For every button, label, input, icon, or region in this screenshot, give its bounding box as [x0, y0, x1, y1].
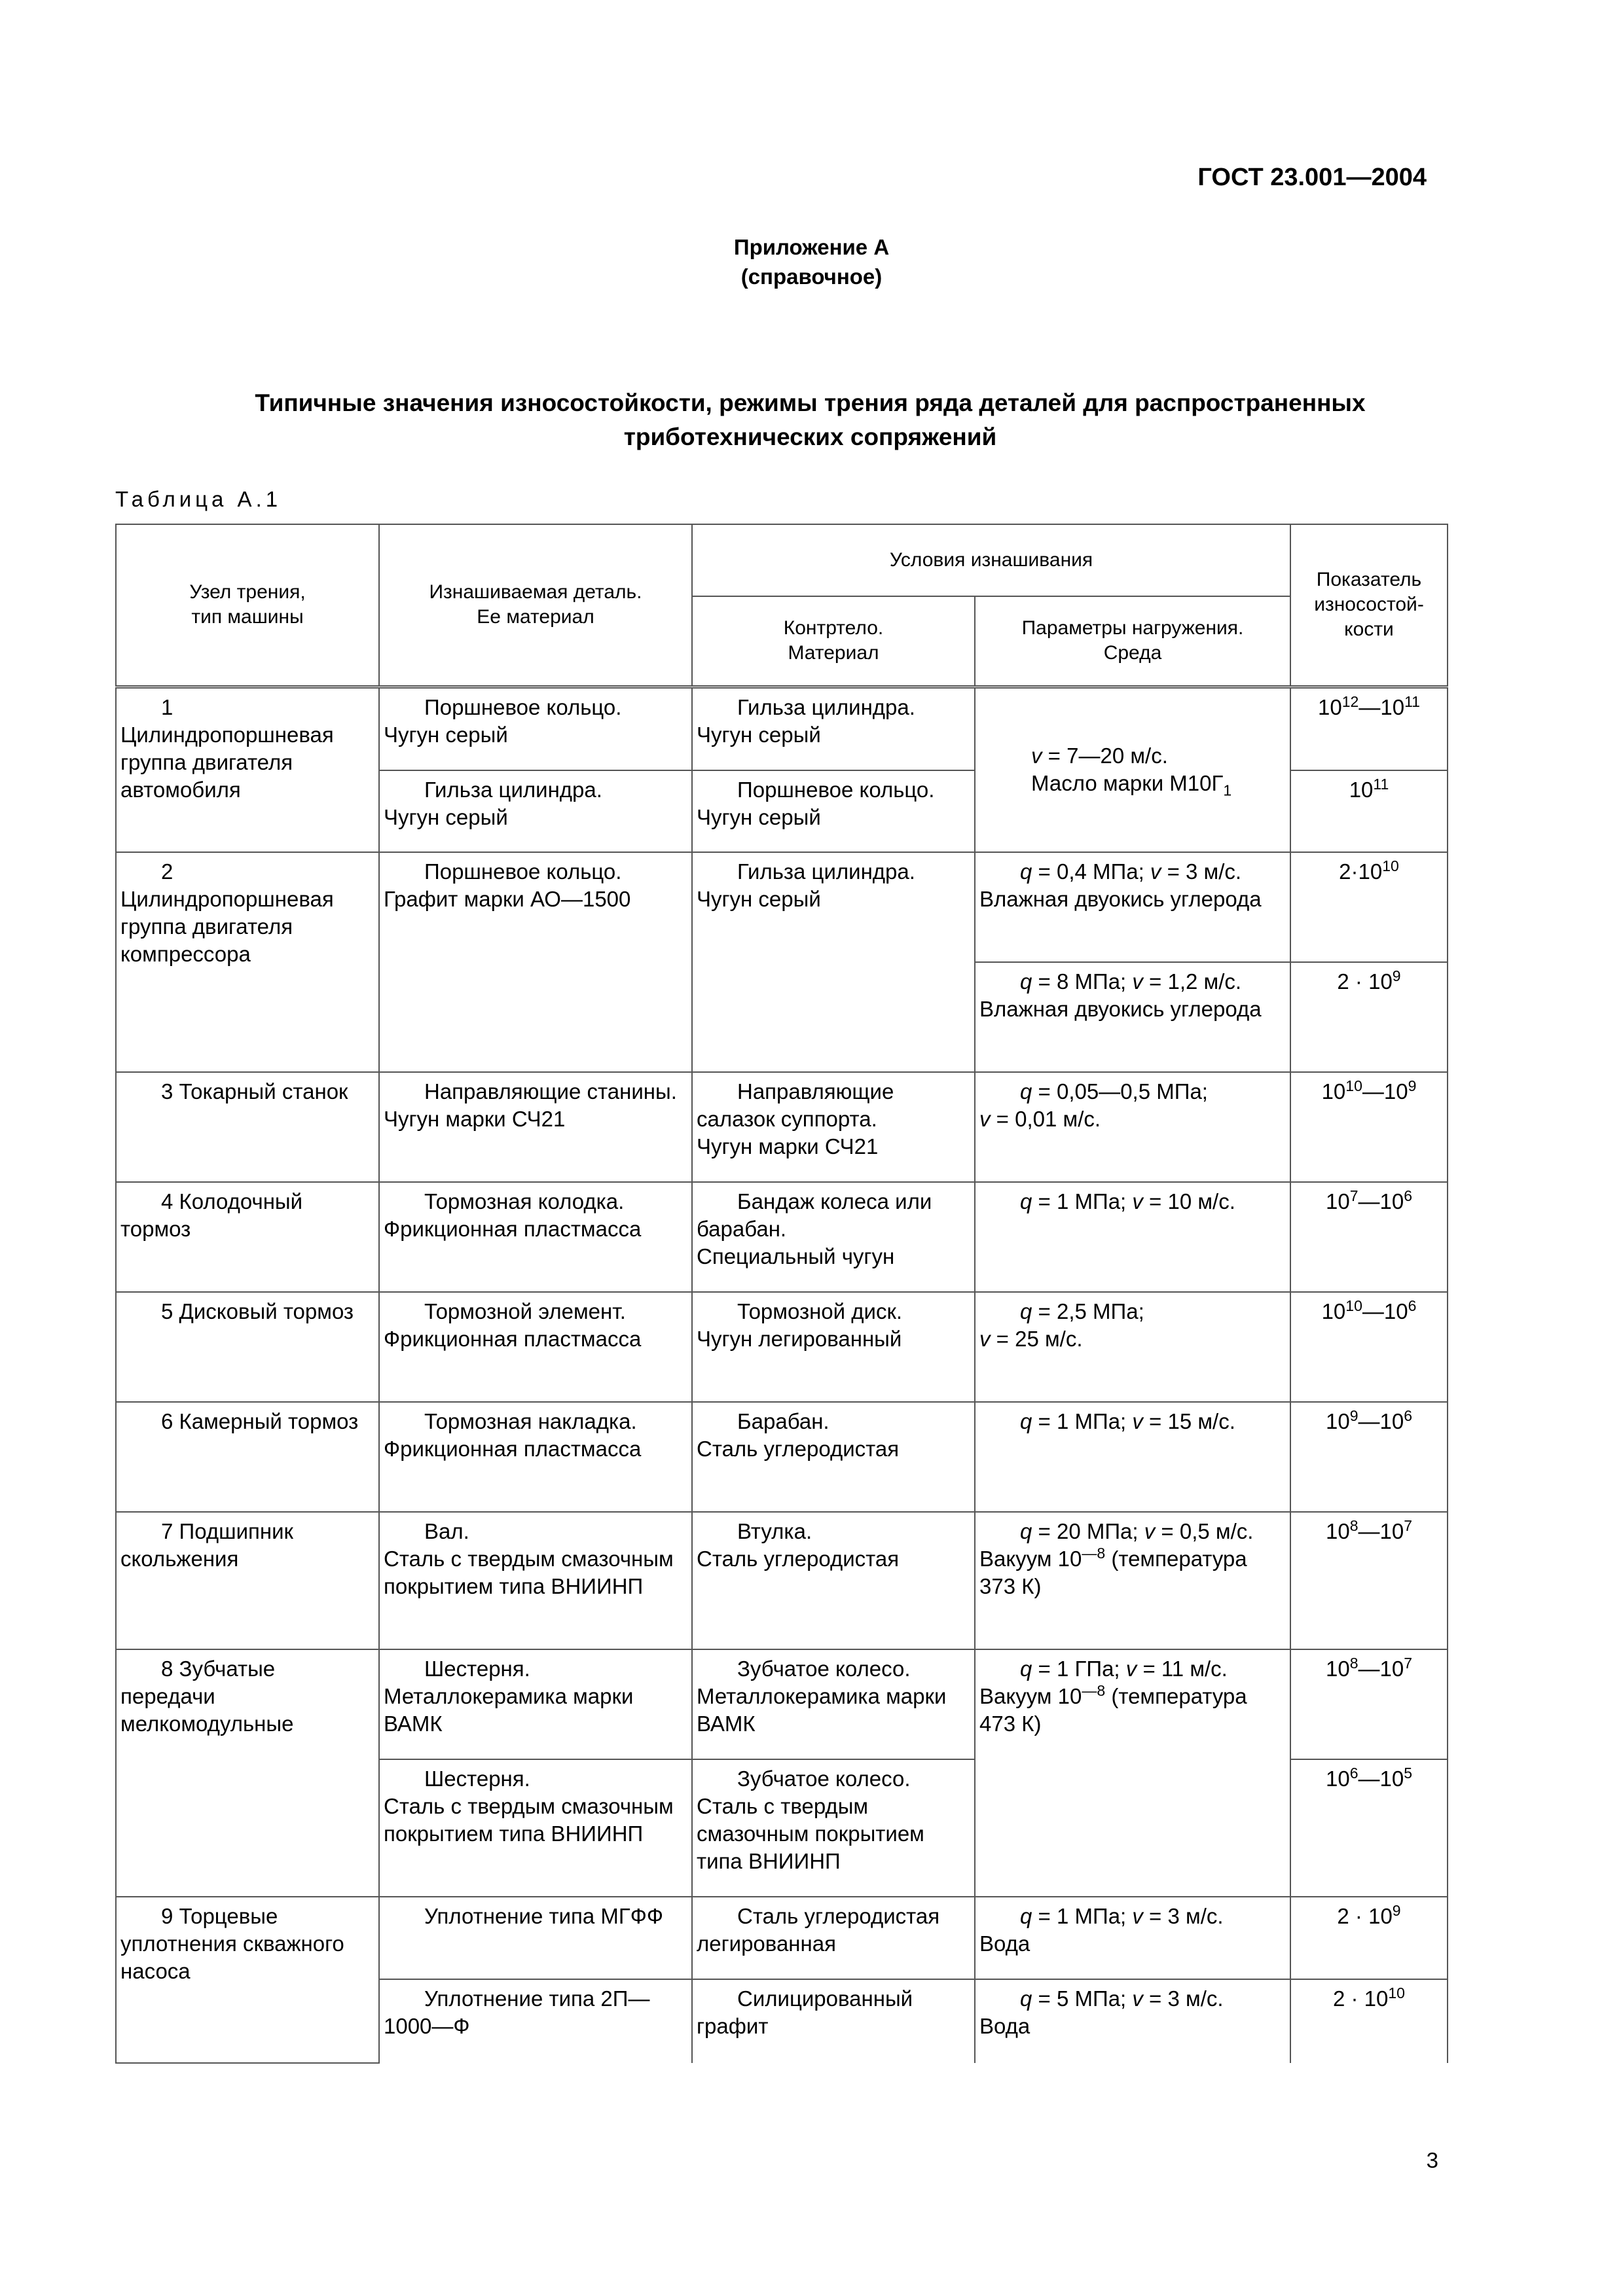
- index-base: 10: [1349, 778, 1374, 802]
- column-header-counterbody: [692, 596, 975, 687]
- counter-name: Поршневое кольцо.: [737, 778, 935, 802]
- velocity-symbol: v: [1132, 1986, 1143, 2011]
- index-exponent: 8: [1349, 1655, 1359, 1672]
- velocity-symbol: v: [979, 1107, 991, 1131]
- cell-part: [379, 687, 692, 770]
- index-exponent: 6: [1408, 1297, 1417, 1314]
- cell-part: [379, 770, 692, 852]
- table-row: [116, 1512, 1448, 1649]
- title-line-2: триботехнических сопряжений: [623, 423, 997, 450]
- vacuum-label: Вакуум 10: [979, 1547, 1082, 1571]
- pressure-value: = 1 МПа;: [1032, 1904, 1133, 1928]
- velocity-symbol: v: [1150, 859, 1161, 884]
- cell-counterbody: [692, 770, 975, 852]
- index-base: 10: [1325, 1519, 1350, 1543]
- pressure-symbol: q: [1020, 1409, 1032, 1433]
- counter-material: Чугун легированный: [697, 1327, 902, 1351]
- index-base: 10: [1379, 1767, 1404, 1791]
- lubricant: Масло марки М10Г: [1031, 771, 1224, 796]
- table-row: [116, 1402, 1448, 1512]
- environment: Влажная двуокись углерода: [979, 997, 1262, 1021]
- temperature: (температура 473 К): [979, 1684, 1247, 1736]
- index-base: 10: [1379, 1189, 1404, 1213]
- index-base: 10: [1379, 1519, 1404, 1543]
- index-exponent: 10: [1382, 857, 1399, 874]
- vacuum-exponent: —8: [1082, 1545, 1106, 1562]
- index-separator: —: [1358, 1189, 1380, 1213]
- cell-wear-index: [1290, 687, 1448, 770]
- velocity-value: = 3 м/с.: [1142, 1986, 1224, 2011]
- vacuum-exponent: —8: [1082, 1682, 1106, 1699]
- header-text: тип машины: [191, 606, 304, 628]
- counter-material: Сталь с твердым смазочным покрытием типа ВНИИНП: [697, 1794, 924, 1873]
- index-exponent: 6: [1349, 1765, 1359, 1782]
- cell-wear-index: [1290, 1649, 1448, 1759]
- counter-name: Втулка.: [737, 1519, 812, 1543]
- index-base: 10: [1379, 1409, 1404, 1433]
- cell-params: [975, 1182, 1290, 1292]
- pressure-symbol: q: [1020, 1079, 1032, 1103]
- header-text: Изнашиваемая деталь.: [429, 581, 642, 603]
- cell-part: Уплотнение типа 2П—1000—Ф: [379, 1979, 692, 2063]
- index-base: 10: [1318, 694, 1342, 719]
- part-material: Графит марки АО—1500: [384, 887, 631, 911]
- cell-params: [975, 687, 1290, 852]
- cell-part: [379, 1649, 692, 1759]
- header-text: износостой-: [1314, 594, 1424, 616]
- part-material: Чугун серый: [384, 805, 508, 829]
- table-row: [116, 852, 1448, 962]
- pressure-symbol: q: [1020, 859, 1032, 884]
- cell-counterbody: [692, 1292, 975, 1402]
- appendix-title: Приложение А: [733, 235, 890, 259]
- cell-wear-index: [1290, 1979, 1448, 2063]
- index-separator: —: [1362, 1299, 1384, 1323]
- index-base: 10: [1379, 1657, 1404, 1681]
- cell-unit: 6 Камерный тормоз: [116, 1402, 379, 1512]
- part-material: Металлокерамика марки ВАМК: [384, 1684, 634, 1736]
- part-name: Шестерня.: [424, 1657, 530, 1681]
- part-name: Тормозной элемент.: [424, 1299, 626, 1323]
- velocity-value: = 11 м/с.: [1137, 1657, 1228, 1681]
- counter-name: Бандаж колеса или барабан.: [697, 1189, 932, 1241]
- index-exponent: 12: [1341, 692, 1359, 710]
- cell-wear-index: [1290, 1759, 1448, 1897]
- velocity-value: = 15 м/с.: [1142, 1409, 1235, 1433]
- index-exponent: 7: [1404, 1517, 1413, 1534]
- part-name: Направляющие станины.: [424, 1079, 677, 1103]
- index-base: 10: [1321, 1299, 1346, 1323]
- counter-material: Сталь углеродистая: [697, 1547, 900, 1571]
- index-base: 10: [1325, 1189, 1350, 1213]
- table-row: [116, 1292, 1448, 1402]
- cell-counterbody: Силицированный графит: [692, 1979, 975, 2063]
- velocity-symbol: v: [1132, 1409, 1143, 1433]
- pressure-symbol: q: [1020, 1299, 1032, 1323]
- pressure-symbol: q: [1020, 1904, 1032, 1928]
- part-material: Сталь с твердым смазочным покрытием типа ВНИИНП: [384, 1794, 674, 1846]
- cell-params: [975, 1512, 1290, 1649]
- cell-params: [975, 1072, 1290, 1182]
- index-base: 10: [1325, 1657, 1350, 1681]
- counter-name: Барабан.: [737, 1409, 830, 1433]
- header-text: Ее материал: [477, 606, 594, 628]
- appendix-heading: [0, 232, 1623, 291]
- index-exponent: 7: [1349, 1187, 1359, 1204]
- cell-counterbody: [692, 1402, 975, 1512]
- index-base: 10: [1325, 1767, 1350, 1791]
- velocity-symbol: v: [1132, 969, 1143, 994]
- environment: Влажная двуокись углерода: [979, 887, 1262, 911]
- pressure-value: = 1 МПа;: [1032, 1189, 1133, 1213]
- velocity-symbol: v: [1132, 1189, 1143, 1213]
- index-base: 2 · 10: [1337, 969, 1393, 994]
- cell-wear-index: [1290, 1292, 1448, 1402]
- cell-counterbody: [692, 1072, 975, 1182]
- index-separator: —: [1359, 694, 1381, 719]
- index-base: 10: [1380, 694, 1405, 719]
- index-base: 10: [1325, 1409, 1350, 1433]
- cell-unit: 7 Подшипник скольжения: [116, 1512, 379, 1649]
- counter-material: Сталь углеродистая: [697, 1437, 900, 1461]
- header-text: Материал: [788, 642, 879, 664]
- counter-name: Тормозной диск.: [737, 1299, 903, 1323]
- cell-unit: 8 Зубчатые передачи мелкомодульные: [116, 1649, 379, 1897]
- pressure-value: = 2,5 МПа;: [1032, 1299, 1144, 1323]
- cell-part: [379, 1402, 692, 1512]
- cell-wear-index: [1290, 1512, 1448, 1649]
- cell-wear-index: [1290, 1072, 1448, 1182]
- counter-material: Чугун серый: [697, 887, 821, 911]
- index-exponent: 9: [1349, 1407, 1359, 1424]
- cell-params: [975, 852, 1290, 962]
- cell-counterbody: Сталь углеродистая легированная: [692, 1897, 975, 1979]
- cell-counterbody: [692, 687, 975, 770]
- cell-unit: 5 Дисковый тормоз: [116, 1292, 379, 1402]
- velocity-symbol: v: [1031, 744, 1042, 768]
- velocity-value: = 1,2 м/с.: [1142, 969, 1242, 994]
- column-header-load-params: [975, 596, 1290, 687]
- part-name: Гильза цилиндра.: [424, 778, 602, 802]
- header-text: Контртело.: [783, 617, 884, 639]
- counter-name: Гильза цилиндра.: [737, 859, 915, 884]
- table-header-row: [116, 524, 1448, 596]
- column-header-worn-part: [379, 524, 692, 687]
- table-label: Таблица А.1: [115, 487, 282, 511]
- pressure-value: = 1 МПа;: [1032, 1409, 1133, 1433]
- cell-wear-index: [1290, 1182, 1448, 1292]
- velocity-symbol: v: [1144, 1519, 1156, 1543]
- cell-unit: 4 Колодочный тормоз: [116, 1182, 379, 1292]
- index-exponent: 9: [1392, 1902, 1401, 1919]
- cell-counterbody: [692, 1649, 975, 1759]
- cell-unit: 3 Токарный станок: [116, 1072, 379, 1182]
- pressure-value: = 0,4 МПа;: [1032, 859, 1150, 884]
- index-exponent: 9: [1392, 967, 1401, 984]
- velocity-value: = 3 м/с.: [1142, 1904, 1224, 1928]
- velocity-symbol: v: [1125, 1657, 1137, 1681]
- pressure-value: = 0,05—0,5 МПа;: [1032, 1079, 1208, 1103]
- cell-counterbody: [692, 1182, 975, 1292]
- cell-unit: 1 Цилиндропоршневая группа двигателя автомобиля: [116, 687, 379, 852]
- cell-counterbody: [692, 1759, 975, 1897]
- vacuum-label: Вакуум 10: [979, 1684, 1082, 1708]
- cell-counterbody: [692, 1512, 975, 1649]
- counter-material: Специальный чугун: [697, 1244, 895, 1268]
- table-row: [116, 1649, 1448, 1759]
- velocity-value: = 7—20 м/с.: [1042, 744, 1168, 768]
- counter-material: Чугун серый: [697, 805, 821, 829]
- cell-part: [379, 1292, 692, 1402]
- part-name: Тормозная накладка.: [424, 1409, 637, 1433]
- index-exponent: 11: [1373, 776, 1389, 793]
- pressure-value: = 1 ГПа;: [1032, 1657, 1126, 1681]
- cell-part: [379, 852, 692, 1072]
- cell-part: Уплотнение типа МГФФ: [379, 1897, 692, 1979]
- velocity-value: = 10 м/с.: [1142, 1189, 1235, 1213]
- pressure-symbol: q: [1020, 1986, 1032, 2011]
- pressure-value: = 20 МПа;: [1032, 1519, 1144, 1543]
- index-exponent: 6: [1404, 1407, 1413, 1424]
- cell-params: [975, 1402, 1290, 1512]
- part-name: Шестерня.: [424, 1767, 530, 1791]
- index-exponent: 8: [1349, 1517, 1359, 1534]
- table-row: [116, 687, 1448, 770]
- header-text: кости: [1344, 619, 1394, 641]
- page-number: 3: [1426, 2148, 1438, 2172]
- velocity-value: = 25 м/с.: [990, 1327, 1083, 1351]
- wear-resistance-table: [115, 524, 1448, 2064]
- index-exponent: 10: [1345, 1077, 1362, 1094]
- part-material: Чугун серый: [384, 722, 508, 747]
- pressure-symbol: q: [1020, 1519, 1032, 1543]
- cell-part: [379, 1072, 692, 1182]
- cell-wear-index: [1290, 770, 1448, 852]
- part-material: Фрикционная пластмасса: [384, 1327, 642, 1351]
- appendix-subtitle: (справочное): [740, 264, 883, 289]
- part-material: Фрикционная пластмасса: [384, 1437, 642, 1461]
- index-exponent: 10: [1345, 1297, 1362, 1314]
- header-text: Узел трения,: [189, 581, 306, 603]
- index-exponent: 9: [1408, 1077, 1417, 1094]
- index-base: 2 · 10: [1333, 1986, 1389, 2011]
- part-name: Тормозная колодка.: [424, 1189, 625, 1213]
- header-text: Параметры нагружения.: [1021, 617, 1244, 639]
- cell-wear-index: [1290, 1402, 1448, 1512]
- velocity-value: = 3 м/с.: [1161, 859, 1242, 884]
- table-row: [116, 1897, 1448, 1979]
- index-exponent: 11: [1404, 692, 1420, 710]
- index-separator: —: [1362, 1079, 1384, 1103]
- table-row: [116, 1072, 1448, 1182]
- index-base: 10: [1383, 1079, 1408, 1103]
- counter-name: Направляющие салазок суппорта.: [697, 1079, 894, 1131]
- cell-params: [975, 1292, 1290, 1402]
- velocity-value: = 0,5 м/с.: [1155, 1519, 1254, 1543]
- pressure-symbol: q: [1020, 969, 1032, 994]
- index-exponent: 6: [1404, 1187, 1413, 1204]
- cell-params: [975, 1979, 1290, 2063]
- subscript: 1: [1223, 781, 1232, 799]
- pressure-symbol: q: [1020, 1657, 1032, 1681]
- cell-params: [975, 1897, 1290, 1979]
- column-header-wear-index: [1290, 524, 1448, 687]
- cell-counterbody: [692, 852, 975, 1072]
- counter-material: Металлокерамика марки ВАМК: [697, 1684, 947, 1736]
- part-material: Чугун марки СЧ21: [384, 1107, 566, 1131]
- temperature: (температура 373 К): [979, 1547, 1247, 1598]
- index-exponent: 7: [1404, 1655, 1413, 1672]
- cell-wear-index: [1290, 852, 1448, 962]
- counter-name: Гильза цилиндра.: [737, 694, 915, 719]
- title-line-1: Типичные значения износостойкости, режимы трения ряда деталей для распространенных: [255, 389, 1366, 416]
- cell-wear-index: [1290, 1897, 1448, 1979]
- cell-unit: 2 Цилиндропоршневая группа двигателя компрессора: [116, 852, 379, 1072]
- velocity-symbol: v: [1132, 1904, 1143, 1928]
- index-separator: —: [1358, 1767, 1380, 1791]
- part-name: Поршневое кольцо.: [424, 694, 622, 719]
- index-separator: —: [1358, 1519, 1380, 1543]
- pressure-value: = 8 МПа;: [1032, 969, 1133, 994]
- part-material: Фрикционная пластмасса: [384, 1217, 642, 1241]
- index-base: 10: [1383, 1299, 1408, 1323]
- column-header-friction-unit: [116, 524, 379, 687]
- cell-part: [379, 1759, 692, 1897]
- table-row: [116, 1182, 1448, 1292]
- index-separator: —: [1358, 1657, 1380, 1681]
- index-exponent: 5: [1404, 1765, 1413, 1782]
- cell-params: [975, 962, 1290, 1072]
- cell-unit: 9 Торцевые уплотнения скважного насоса: [116, 1897, 379, 2063]
- pressure-value: = 5 МПа;: [1032, 1986, 1133, 2011]
- cell-params: [975, 1649, 1290, 1897]
- index-separator: —: [1358, 1409, 1380, 1433]
- index-base: 2·10: [1339, 859, 1383, 884]
- header-text: Показатель: [1316, 569, 1422, 591]
- environment: Вода: [979, 2014, 1030, 2038]
- counter-material: Чугун марки СЧ21: [697, 1134, 879, 1158]
- column-header-wear-conditions: Условия изнашивания: [692, 524, 1290, 596]
- counter-name: Зубчатое колесо.: [737, 1657, 911, 1681]
- index-base: 2 · 10: [1337, 1904, 1393, 1928]
- cell-part: [379, 1512, 692, 1649]
- index-base: 10: [1321, 1079, 1346, 1103]
- environment: Вода: [979, 1931, 1030, 1956]
- cell-part: [379, 1182, 692, 1292]
- pressure-symbol: q: [1020, 1189, 1032, 1213]
- index-exponent: 10: [1388, 1984, 1405, 2001]
- cell-wear-index: [1290, 962, 1448, 1072]
- part-name: Вал.: [424, 1519, 469, 1543]
- document-number: ГОСТ 23.001—2004: [1197, 164, 1427, 191]
- part-name: Поршневое кольцо.: [424, 859, 622, 884]
- header-text: Среда: [1103, 642, 1162, 664]
- part-material: Сталь с твердым смазочным покрытием типа ВНИИНП: [384, 1547, 674, 1598]
- velocity-symbol: v: [979, 1327, 991, 1351]
- counter-material: Чугун серый: [697, 722, 821, 747]
- velocity-value: = 0,01 м/с.: [990, 1107, 1101, 1131]
- page-title: [111, 386, 1509, 454]
- counter-name: Зубчатое колесо.: [737, 1767, 911, 1791]
